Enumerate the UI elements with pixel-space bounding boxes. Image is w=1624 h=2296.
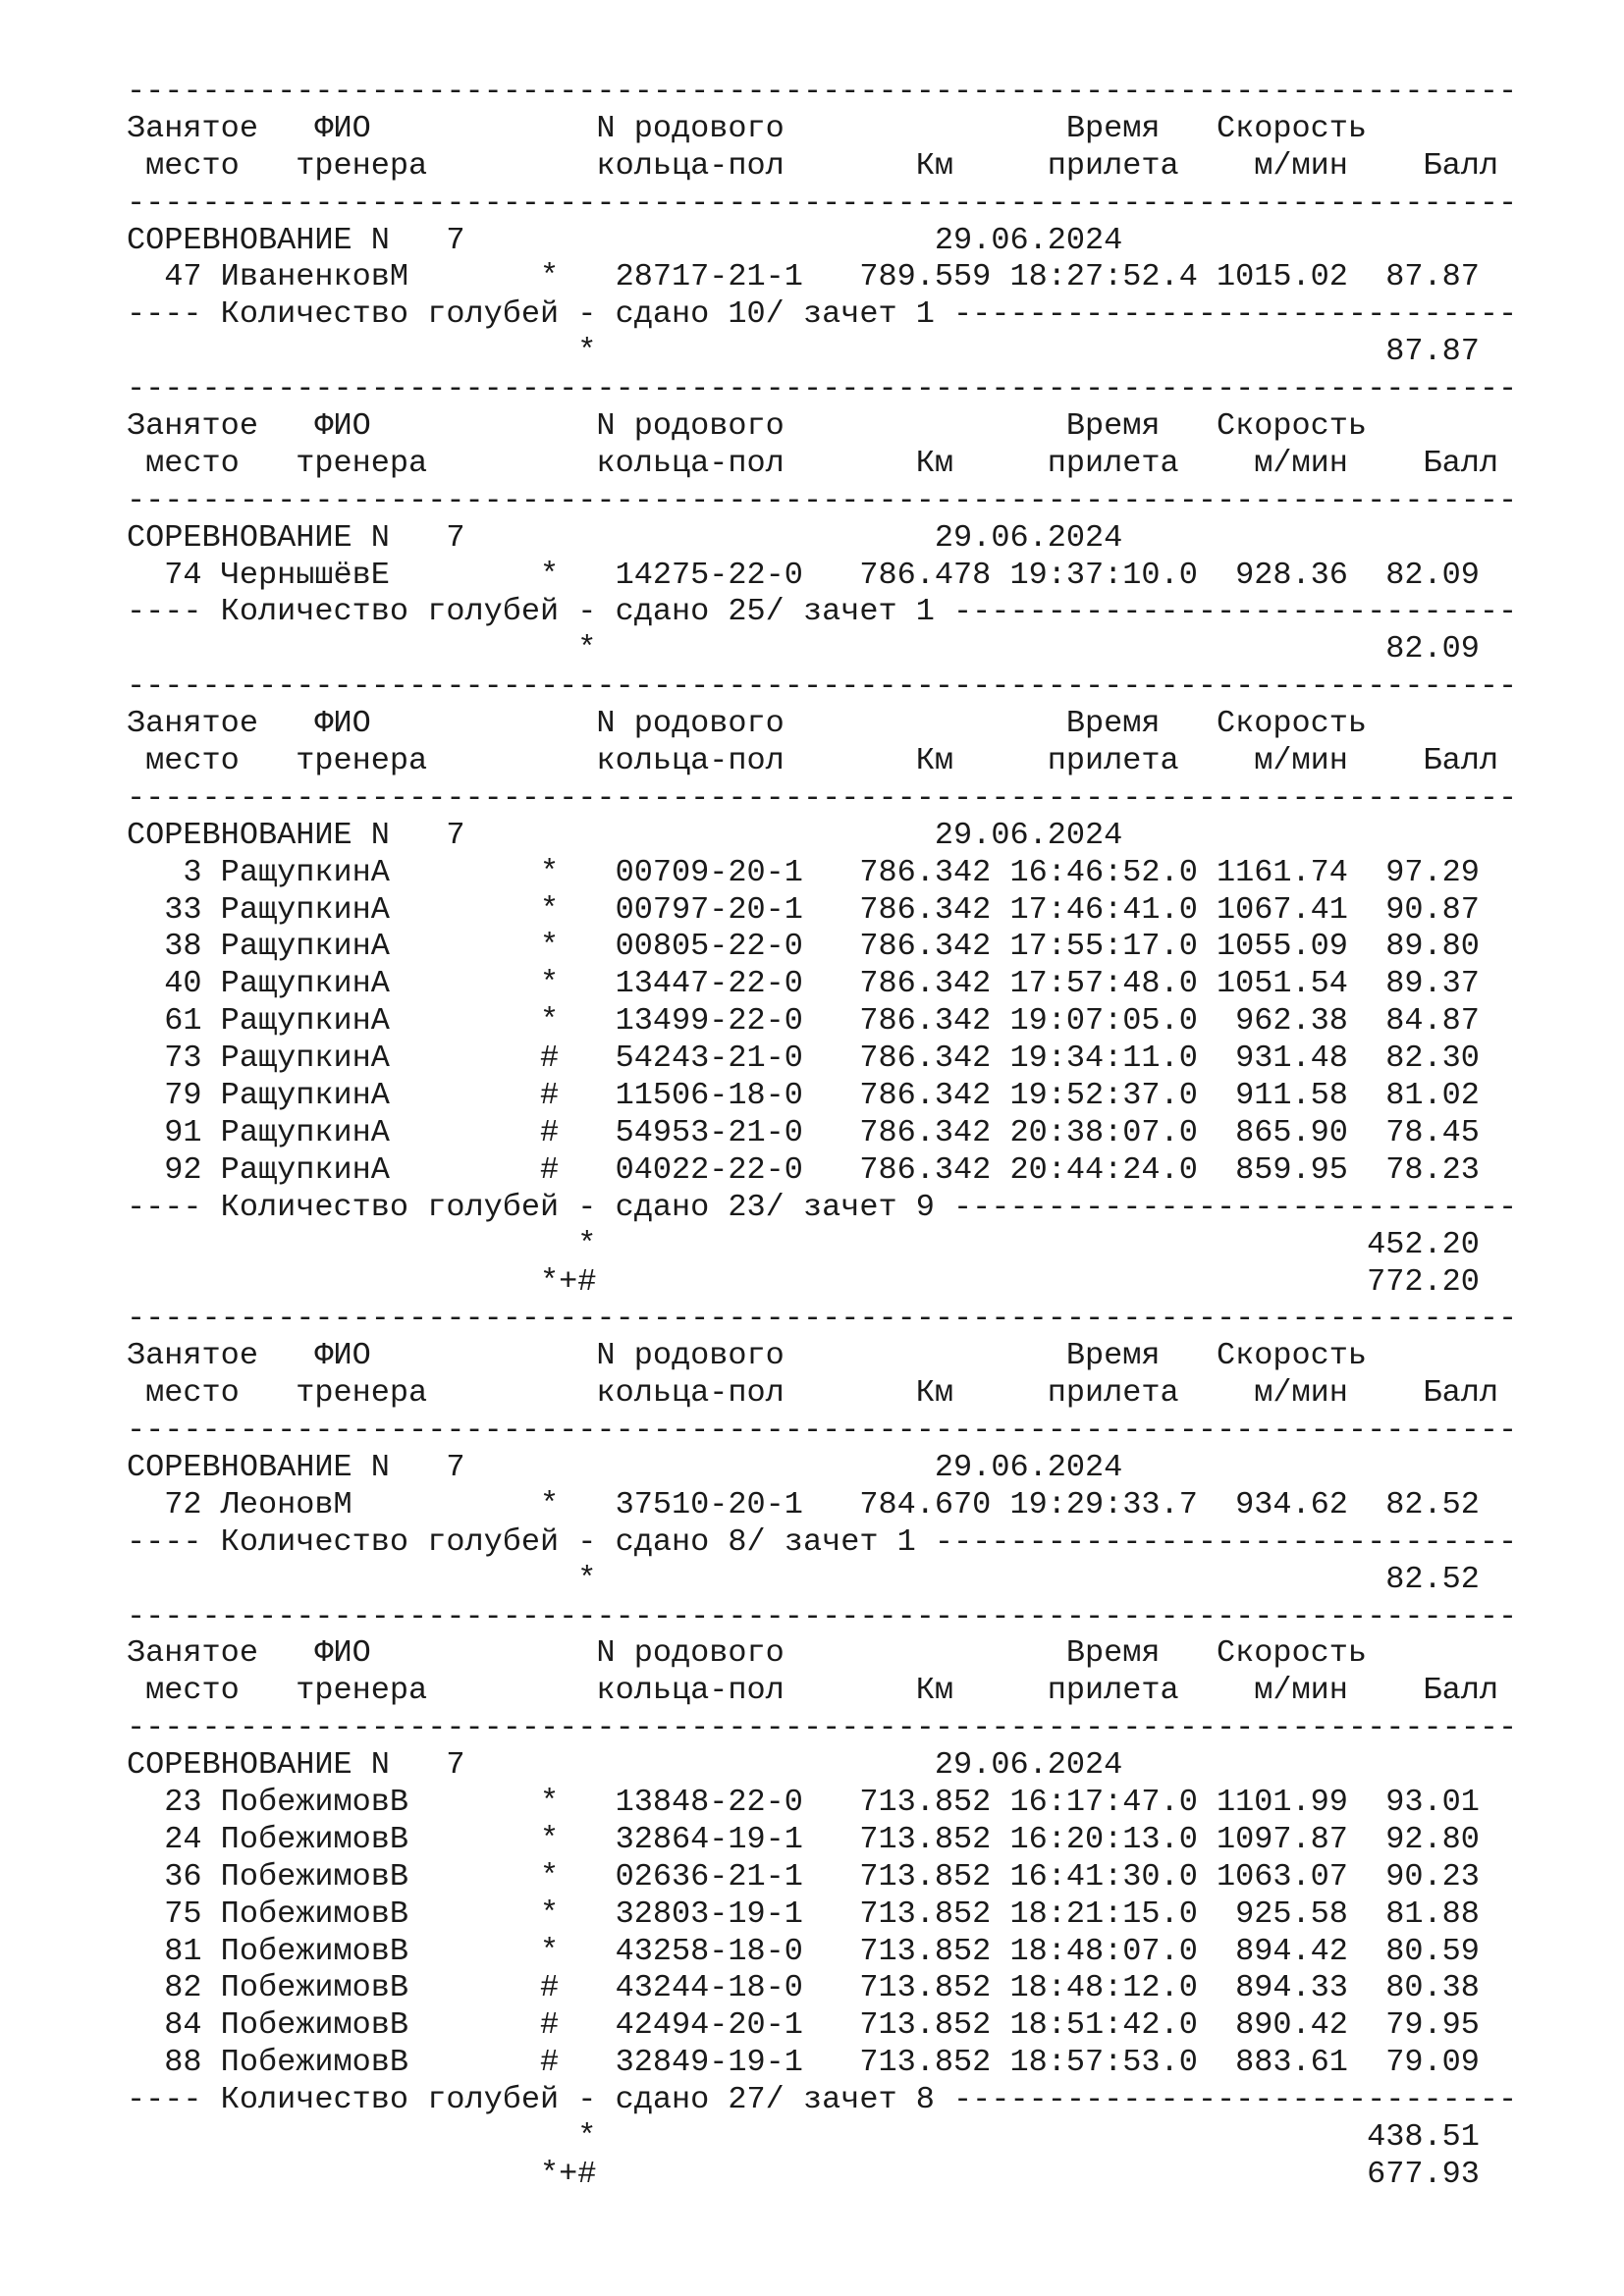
total-line: *+# 677.93: [127, 2155, 1480, 2192]
result-row: 61 РащупкинА * 13499-22-0 786.342 19:07:05.0 962.38 84.87: [127, 1002, 1480, 1040]
pigeon-count-line: ---- Количество голубей - сдано 23/ зачет 9 ------------------------------: [127, 1188, 1518, 1225]
result-row: 82 ПобежимовВ # 43244-18-0 713.852 18:48:12.0 894.33 80.38: [127, 1969, 1480, 2006]
column-header-line-1: Занятое ФИО N родового Время Скорость: [127, 109, 1368, 146]
total-line: * 87.87: [127, 333, 1480, 370]
column-header-line-2: место тренера кольца-пол Км прилета м/мин Балл: [127, 742, 1499, 779]
column-header-line-2: место тренера кольца-пол Км прилета м/мин Балл: [127, 1374, 1499, 1412]
column-header-line-1: Занятое ФИО N родового Время Скорость: [127, 705, 1368, 742]
column-header-line-2: место тренера кольца-пол Км прилета м/мин Балл: [127, 444, 1499, 481]
divider-line: --------------------------------------------------------------------------: [127, 778, 1518, 816]
result-row: 91 РащупкинА # 54953-21-0 786.342 20:38:07.0 865.90 78.45: [127, 1113, 1480, 1150]
divider-line: --------------------------------------------------------------------------: [127, 370, 1518, 407]
divider-line: --------------------------------------------------------------------------: [127, 73, 1518, 109]
competition-line: СОРЕВНОВАНИЕ N 7 29.06.2024: [127, 1746, 1123, 1784]
result-row: 81 ПобежимовВ * 43258-18-0 713.852 18:48:07.0 894.42 80.59: [127, 1932, 1480, 1969]
total-line: *+# 772.20: [127, 1262, 1480, 1300]
result-row: 47 ИваненковМ * 28717-21-1 789.559 18:27:52.4 1015.02 87.87: [127, 258, 1480, 295]
result-row: 74 ЧернышёвЕ * 14275-22-0 786.478 19:37:10.0 928.36 82.09: [127, 556, 1480, 593]
result-row: 24 ПобежимовВ * 32864-19-1 713.852 16:20:13.0 1097.87 92.80: [127, 1820, 1480, 1857]
competition-line: СОРЕВНОВАНИЕ N 7 29.06.2024: [127, 1448, 1123, 1485]
divider-line: --------------------------------------------------------------------------: [127, 1597, 1518, 1634]
divider-line: --------------------------------------------------------------------------: [127, 667, 1518, 705]
result-row: 3 РащупкинА * 00709-20-1 786.342 16:46:52.0 1161.74 97.29: [127, 853, 1480, 890]
pigeon-count-line: ---- Количество голубей - сдано 27/ зачет 8 ------------------------------: [127, 2081, 1518, 2118]
result-row: 23 ПобежимовВ * 13848-22-0 713.852 16:17:47.0 1101.99 93.01: [127, 1783, 1480, 1820]
total-line: * 452.20: [127, 1225, 1480, 1262]
divider-line: --------------------------------------------------------------------------: [127, 1300, 1518, 1337]
results-report: [127, 73, 1560, 2193]
pigeon-count-line: ---- Количество голубей - сдано 25/ зачет 1 ------------------------------: [127, 593, 1518, 630]
result-row: 75 ПобежимовВ * 32803-19-1 713.852 18:21:15.0 925.58 81.88: [127, 1895, 1480, 1932]
total-line: * 82.52: [127, 1560, 1480, 1597]
result-row: 84 ПобежимовВ # 42494-20-1 713.852 18:51:42.0 890.42 79.95: [127, 2006, 1480, 2044]
pigeon-count-line: ---- Количество голубей - сдано 8/ зачет 1 -------------------------------: [127, 1522, 1518, 1560]
divider-line: --------------------------------------------------------------------------: [127, 481, 1518, 518]
result-row: 79 РащупкинА # 11506-18-0 786.342 19:52:37.0 911.58 81.02: [127, 1077, 1480, 1114]
divider-line: --------------------------------------------------------------------------: [127, 1412, 1518, 1449]
column-header-line-2: место тренера кольца-пол Км прилета м/мин Балл: [127, 146, 1499, 184]
column-header-line-1: Занятое ФИО N родового Время Скорость: [127, 407, 1368, 445]
total-line: * 82.09: [127, 630, 1480, 667]
total-line: * 438.51: [127, 2117, 1480, 2155]
competition-line: СОРЕВНОВАНИЕ N 7 29.06.2024: [127, 221, 1123, 258]
divider-line: --------------------------------------------------------------------------: [127, 184, 1518, 221]
column-header-line-2: место тренера кольца-пол Км прилета м/мин Балл: [127, 1672, 1499, 1709]
result-row: 38 РащупкинА * 00805-22-0 786.342 17:55:17.0 1055.09 89.80: [127, 928, 1480, 965]
divider-line: --------------------------------------------------------------------------: [127, 1709, 1518, 1746]
result-row: 88 ПобежимовВ # 32849-19-1 713.852 18:57:53.0 883.61 79.09: [127, 2044, 1480, 2081]
result-row: 72 ЛеоновМ * 37510-20-1 784.670 19:29:33.7 934.62 82.52: [127, 1485, 1480, 1522]
result-row: 33 РащупкинА * 00797-20-1 786.342 17:46:41.0 1067.41 90.87: [127, 890, 1480, 928]
result-row: 92 РащупкинА # 04022-22-0 786.342 20:44:24.0 859.95 78.23: [127, 1150, 1480, 1188]
result-row: 40 РащупкинА * 13447-22-0 786.342 17:57:48.0 1051.54 89.37: [127, 965, 1480, 1002]
result-row: 73 РащупкинА # 54243-21-0 786.342 19:34:11.0 931.48 82.30: [127, 1040, 1480, 1077]
result-row: 36 ПобежимовВ * 02636-21-1 713.852 16:41:30.0 1063.07 90.23: [127, 1857, 1480, 1895]
pigeon-count-line: ---- Количество голубей - сдано 10/ зачет 1 ------------------------------: [127, 295, 1518, 333]
column-header-line-1: Занятое ФИО N родового Время Скорость: [127, 1634, 1368, 1672]
column-header-line-1: Занятое ФИО N родового Время Скорость: [127, 1337, 1368, 1374]
competition-line: СОРЕВНОВАНИЕ N 7 29.06.2024: [127, 518, 1123, 556]
competition-line: СОРЕВНОВАНИЕ N 7 29.06.2024: [127, 816, 1123, 853]
